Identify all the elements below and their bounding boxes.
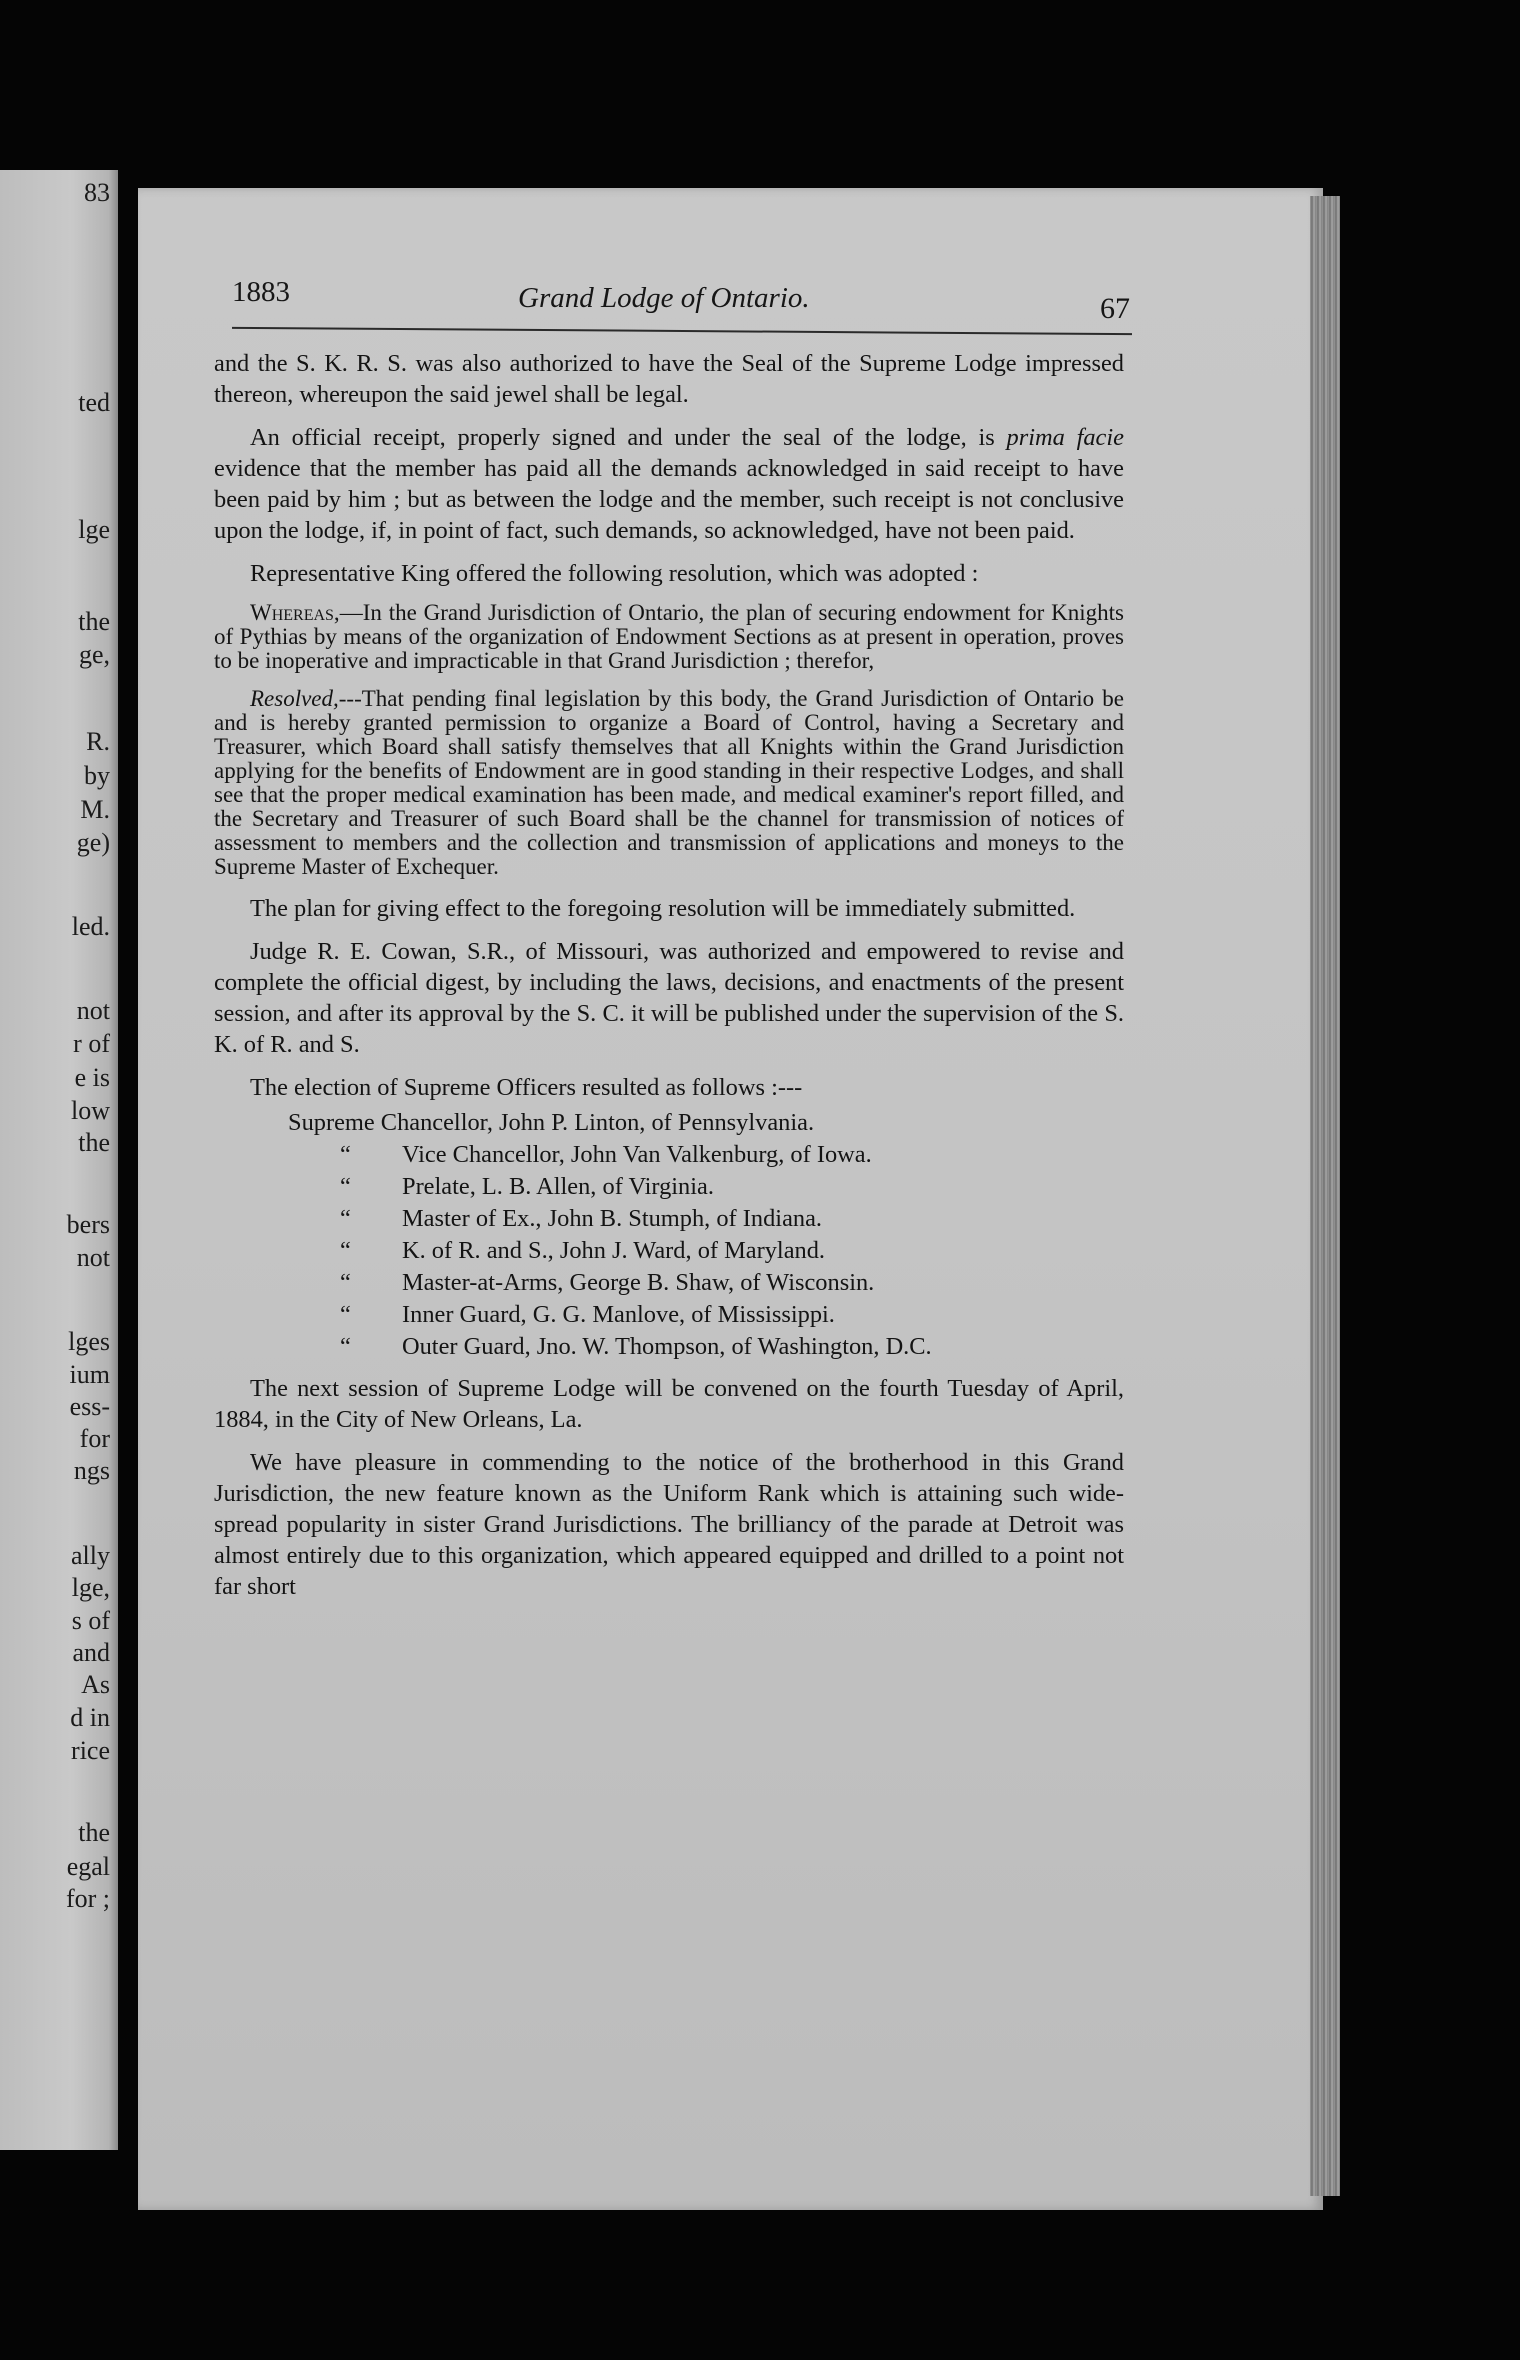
previous-page-fragment: bers — [66, 1210, 110, 1239]
previous-page-strip — [0, 170, 118, 2150]
previous-page-fragment: led. — [71, 912, 110, 941]
ditto-mark: “ — [340, 1269, 351, 1296]
paragraph-next-session: The next session of Supreme Lodge will be convened on the fourth Tuesday of April, 1884, in the City of New Orleans, La. — [214, 1375, 1124, 1433]
previous-page-fragment: r of — [73, 1029, 110, 1058]
previous-page-fragment: d in — [70, 1703, 110, 1732]
ditto-mark: “ — [340, 1237, 351, 1264]
paragraph-digest: Judge R. E. Cowan, S.R., of Missouri, was authorized and empowered to revise and complete the official digest, by including the laws, decisions, and enactments of the present session, and after its approval by the S. C. it will be published under the supervision of the S. K. of R. and S. — [214, 938, 1124, 1058]
running-header — [232, 262, 1130, 334]
previous-page-fragment: lge — [78, 515, 110, 544]
officer-text: Vice Chancellor, John Van Valkenburg, of Iowa. — [402, 1141, 872, 1168]
page-edge — [1310, 196, 1340, 2196]
header-year: 1883 — [232, 276, 290, 308]
paragraph-uniform-rank: We have pleasure in commending to the notice of the brotherhood in this Grand Jurisdiction, the new feature known as the Uniform Rank which is attaining such wide-spread popularity in sister Grand Jurisdictions. The brilliancy of the parade at Detroit was almost entirely due to this organization, which appeared equipped and drilled to a point not far short — [214, 1449, 1124, 1600]
ditto-mark: “ — [340, 1173, 351, 1200]
officer-text: Master-at-Arms, George B. Shaw, of Wisconsin. — [402, 1269, 875, 1296]
whereas-label: Whereas, — [250, 600, 340, 625]
ditto-mark: “ — [340, 1333, 351, 1360]
previous-page-fragment: the — [78, 1818, 110, 1847]
resolved-label: Resolved, — [250, 686, 339, 711]
previous-page-fragment: As — [81, 1670, 110, 1699]
previous-page-fragment: M. — [80, 795, 110, 824]
receipt-lead: An official receipt, properly signed and under the seal of the lodge, is — [250, 424, 995, 451]
officer-text: Inner Guard, G. G. Manlove, of Mississippi. — [402, 1301, 835, 1328]
previous-page-fragment: ally — [71, 1541, 110, 1570]
previous-page-fragment: the — [78, 1128, 110, 1157]
paragraph-plan: The plan for giving effect to the foregoing resolution will be immediately submitted. — [250, 895, 1076, 922]
previous-page-fragment: not — [76, 996, 110, 1025]
previous-page-fragment: R. — [86, 727, 110, 756]
officer-item — [214, 1331, 1124, 1363]
previous-page-fragment: for ; — [65, 1884, 110, 1913]
page-number: 67 — [1100, 292, 1130, 325]
officer-item — [214, 1267, 1124, 1299]
resolved-text: ---That pending final legislation by this body, the Grand Jurisdiction of Ontario be and is hereby granted permission to organize a Board of Control, having a Secretary and Treasurer, which Board shall satisfy themselves that all Knights within the Grand Jurisdiction applying for the benefits of Endowment are in good standing in their respective Lodges, and shall see that the proper medical examination has been made, and medical examiner's report filled, and the Secretary and Treasurer of such Board shall be the channel for transmission of notices of assessment to members and the collection and transmission of applications and moneys to the Supreme Master of Exchequer. — [214, 686, 1124, 879]
officer-text: Prelate, L. B. Allen, of Virginia. — [402, 1173, 714, 1200]
previous-page-fragment: not — [76, 1243, 110, 1272]
whereas-text: —In the Grand Jurisdiction of Ontario, the plan of securing endowment for Knights of Pythias by means of the organization of Endowment Sections as at present in operation, proves to be inoperative and impracticable in that Grand Jurisdiction ; therefor, — [214, 600, 1124, 673]
paragraph-resolution-intro: Representative King offered the following resolution, which was adopted : — [250, 560, 979, 587]
receipt-rest: evidence that the member has paid all the demands acknowledged in said receipt to have been paid by him ; but as between the lodge and the member, such receipt is not conclusive upon the lodge, if, in point of fact, such demands, so acknowledged, have not been paid. — [214, 455, 1124, 544]
previous-page-fragment: lge, — [71, 1573, 110, 1602]
officer-text: Outer Guard, Jno. W. Thompson, of Washington, D.C. — [402, 1333, 932, 1360]
previous-page-fragment: ium — [69, 1360, 110, 1389]
officer-text: Master of Ex., John B. Stumph, of Indiana. — [402, 1205, 823, 1232]
officer-item — [214, 1203, 1124, 1235]
previous-page-fragment: 83 — [84, 178, 110, 207]
ditto-mark: “ — [340, 1141, 351, 1168]
officer-text: K. of R. and S., John J. Ward, of Maryland. — [402, 1237, 826, 1264]
paragraph-seal: and the S. K. R. S. was also authorized to have the Seal of the Supreme Lodge impressed thereon, whereupon the said jewel shall be legal. — [214, 350, 1124, 408]
previous-page-fragment: by — [84, 761, 110, 790]
previous-page-fragment: for — [79, 1424, 110, 1453]
page-body — [214, 348, 1124, 1614]
previous-page-fragment: ge, — [78, 640, 110, 669]
previous-page-fragment: e is — [74, 1063, 110, 1092]
resolved-clause — [214, 687, 1124, 879]
ditto-mark: “ — [340, 1205, 351, 1232]
previous-page-fragment: rice — [71, 1736, 110, 1765]
previous-page-fragment: ge) — [76, 828, 110, 857]
previous-page-fragment: lges — [68, 1327, 110, 1356]
officer-item: Supreme Chancellor, John P. Linton, of Pennsylvania. — [288, 1109, 815, 1136]
previous-page-fragment: s of — [71, 1606, 110, 1635]
paragraph-receipt — [214, 422, 1124, 546]
receipt-italic: prima facie — [1006, 424, 1124, 451]
previous-page-fragment: ngs — [73, 1456, 110, 1485]
paragraph-election: The election of Supreme Officers resulted as follows :--- — [250, 1074, 803, 1101]
whereas-clause — [214, 601, 1124, 673]
header-title: Grand Lodge of Ontario. — [518, 282, 810, 314]
officer-item — [214, 1299, 1124, 1331]
previous-page-fragment: the — [78, 607, 110, 636]
officer-item — [214, 1171, 1124, 1203]
officer-list — [214, 1107, 1124, 1363]
previous-page-fragment: ess- — [69, 1392, 110, 1421]
previous-page-fragment: and — [72, 1638, 110, 1667]
previous-page-fragment: ted — [78, 388, 110, 417]
officer-item — [214, 1235, 1124, 1267]
previous-page-fragment: low — [71, 1096, 110, 1125]
officer-item — [214, 1139, 1124, 1171]
ditto-mark: “ — [340, 1301, 351, 1328]
previous-page-fragment: egal — [66, 1852, 110, 1881]
